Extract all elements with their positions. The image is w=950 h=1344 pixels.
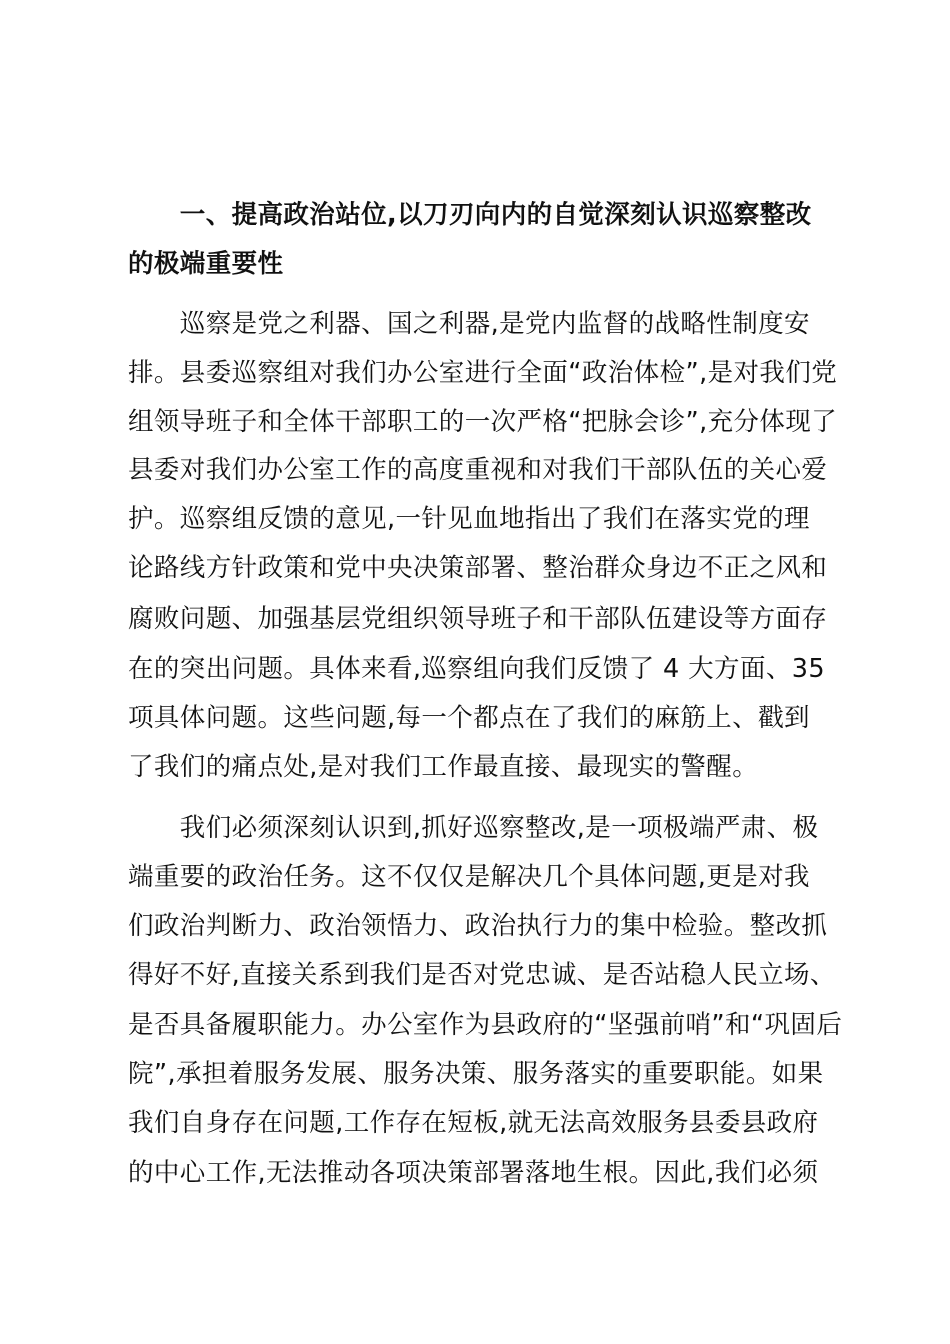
paragraph-line: 我们自身存在问题,工作存在短板,就无法高效服务县委县政府 bbox=[128, 1108, 819, 1138]
paragraph-line: 我们必须深刻认识到,抓好巡察整改,是一项极端严肃、极 bbox=[128, 813, 819, 843]
paragraph-line: 腐败问题、加强基层党组织领导班子和干部队伍建设等方面存 bbox=[128, 604, 828, 634]
paragraph-line: 排。县委巡察组对我们办公室进行全面“政治体检”,是对我们党 bbox=[128, 358, 838, 388]
paragraph-line: 了我们的痛点处,是对我们工作最直接、最现实的警醒。 bbox=[128, 752, 759, 782]
paragraph-line: 护。巡察组反馈的意见,一针见血地指出了我们在落实党的理 bbox=[128, 504, 810, 534]
paragraph-line: 是否具备履职能力。办公室作为县政府的“坚强前哨”和“巩固后 bbox=[128, 1010, 843, 1040]
paragraph-line: 项具体问题。这些问题,每一个都点在了我们的麻筋上、戳到 bbox=[128, 703, 810, 733]
section-heading-line: 一、提高政治站位,以刀刃向内的自觉深刻认识巡察整改 bbox=[128, 200, 812, 230]
paragraph-line: 组领导班子和全体干部职工的一次严格“把脉会诊”,充分体现了 bbox=[128, 407, 838, 437]
paragraph-line: 得好不好,直接关系到我们是否对党忠诚、是否站稳人民立场、 bbox=[128, 960, 836, 990]
paragraph-line: 们政治判断力、政治领悟力、政治执行力的集中检验。整改抓 bbox=[128, 911, 828, 941]
section-heading-line: 的极端重要性 bbox=[128, 249, 284, 279]
paragraph-line: 端重要的政治任务。这不仅仅是解决几个具体问题,更是对我 bbox=[128, 862, 810, 892]
paragraph-line: 巡察是党之利器、国之利器,是党内监督的战略性制度安 bbox=[128, 309, 810, 339]
paragraph-line: 院”,承担着服务发展、服务决策、服务落实的重要职能。如果 bbox=[128, 1059, 824, 1089]
paragraph-line: 县委对我们办公室工作的高度重视和对我们干部队伍的关心爱 bbox=[128, 455, 828, 485]
paragraph-line: 在的突出问题。具体来看,巡察组向我们反馈了 4 大方面、35 bbox=[128, 654, 825, 684]
paragraph-line: 的中心工作,无法推动各项决策部署落地生根。因此,我们必须 bbox=[128, 1158, 819, 1188]
paragraph-line: 论路线方针政策和党中央决策部署、整治群众身边不正之风和 bbox=[128, 553, 828, 583]
